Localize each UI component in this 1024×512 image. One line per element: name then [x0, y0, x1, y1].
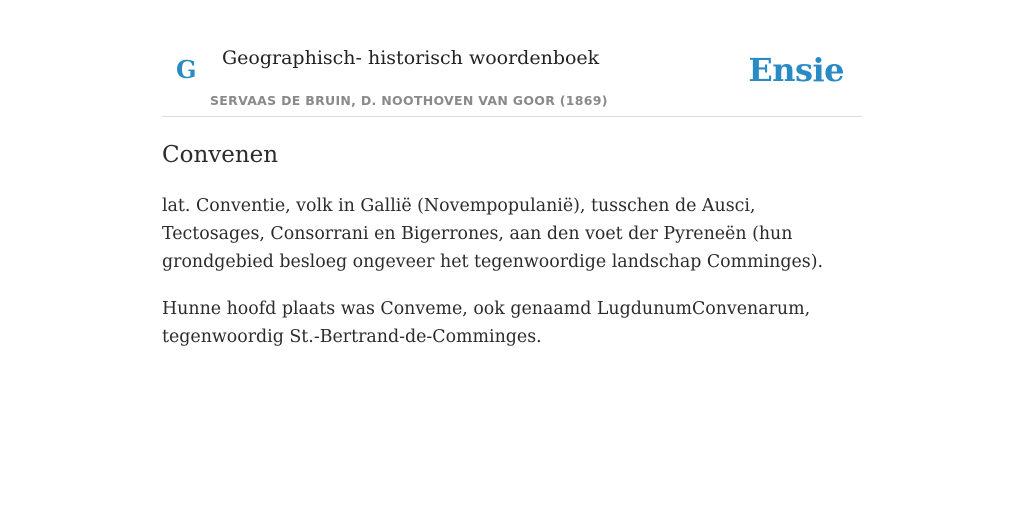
entry-body [162, 192, 862, 370]
book-letter-icon[interactable]: G [176, 55, 197, 84]
book-title-link[interactable]: Geographisch- historisch woordenboek [222, 47, 600, 69]
book-header [162, 0, 862, 117]
book-author: SERVAAS DE BRUIN, D. NOOTHOVEN VAN GOOR (1869) [210, 93, 608, 108]
ensie-logo[interactable]: Ensie [748, 51, 844, 89]
entry-title: Convenen [162, 142, 279, 168]
entry-paragraph: Hunne hoofd plaats was Conveme, ook genaamd LugdunumConvenarum, tegenwoordig St.-Bertrand-de-Comminges. [162, 299, 811, 347]
entry-paragraph: lat. Conventie, volk in Gallië (Novempopulanië), tusschen de Ausci, Tectosages, Consorrani en Bigerrones, aan den voet der Pyreneën (hun grondgebied besloeg ongeveer het tegenwoordige landschap Comminges). [162, 196, 824, 272]
